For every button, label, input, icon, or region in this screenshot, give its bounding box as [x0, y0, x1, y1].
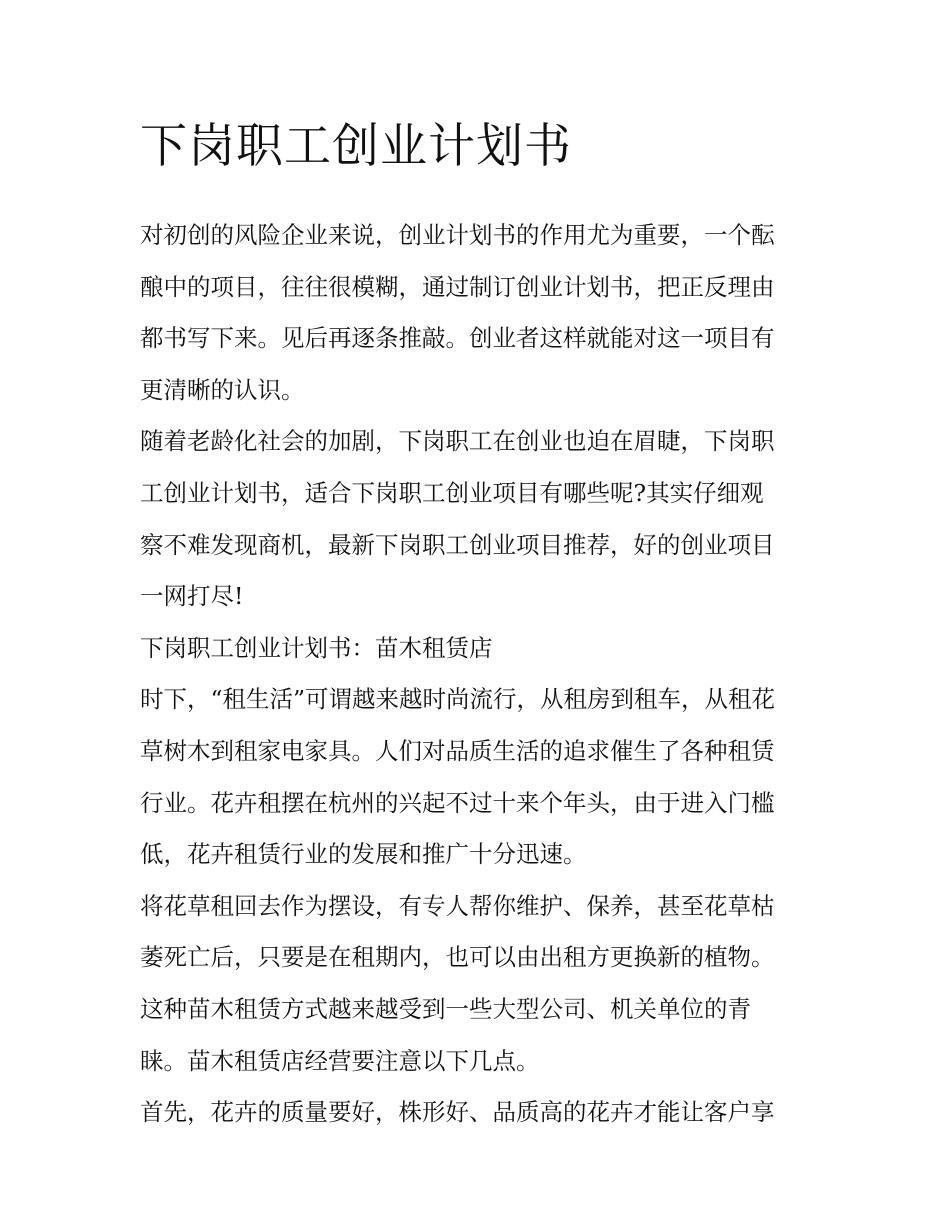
text-line: 对初创的风险企业来说，创业计划书的作用尤为重要，一个酝: [140, 221, 775, 249]
text-line: 睐。苗木租赁店经营要注意以下几点。: [140, 1046, 540, 1075]
text-line: 萎死亡后，只要是在租期内，也可以由出租方更换新的植物。: [140, 943, 775, 972]
document-body: [140, 112, 812, 1139]
paragraph: [140, 623, 812, 675]
paragraph: [140, 416, 812, 622]
text-line: 草树木到租家电家具。人们对品质生活的追求催生了各种租赁: [140, 736, 775, 765]
text-line: 将花草租回去作为摆设，有专人帮你维护、保养，甚至花草枯: [140, 891, 775, 920]
text-line: 酿中的项目，往往很模糊，通过制订创业计划书，把正反理由: [140, 272, 775, 301]
text-line: 下岗职工创业计划书：苗木租赁店: [140, 633, 493, 662]
text-line: 首先，花卉的质量要好，株形好、品质高的花卉才能让客户享: [140, 1098, 775, 1127]
paragraph: [140, 210, 812, 416]
text-line: 这种苗木租赁方式越来越受到一些大型公司、机关单位的青: [140, 994, 751, 1023]
text-line: 随着老龄化社会的加剧，下岗职工在创业也迫在眉睫，下岗职: [140, 427, 775, 456]
paragraph: [140, 674, 812, 880]
text-line: 低，花卉租赁行业的发展和推广十分迅速。: [140, 840, 587, 869]
text-line: 察不难发现商机，最新下岗职工创业项目推荐，好的创业项目: [140, 530, 775, 559]
text-line: 都书写下来。见后再逐条推敲。创业者这样就能对这一项目有: [140, 324, 775, 353]
text-line: 工创业计划书，适合下岗职工创业项目有哪些呢?其实仔细观: [140, 478, 764, 507]
text-line: 行业。花卉租摆在杭州的兴起不过十来个年头，由于进入门槛: [140, 788, 775, 817]
text-line: 一网打尽!: [140, 582, 244, 611]
text-line: 时下，“租生活”可谓越来越时尚流行，从租房到租车，从租花: [140, 685, 776, 714]
text-line: 更清晰的认识。: [140, 375, 305, 404]
paragraph-list: [140, 210, 812, 1139]
document-title: 下岗职工创业计划书: [140, 119, 572, 174]
paragraph: [140, 881, 812, 1087]
paragraph: [140, 1087, 812, 1139]
